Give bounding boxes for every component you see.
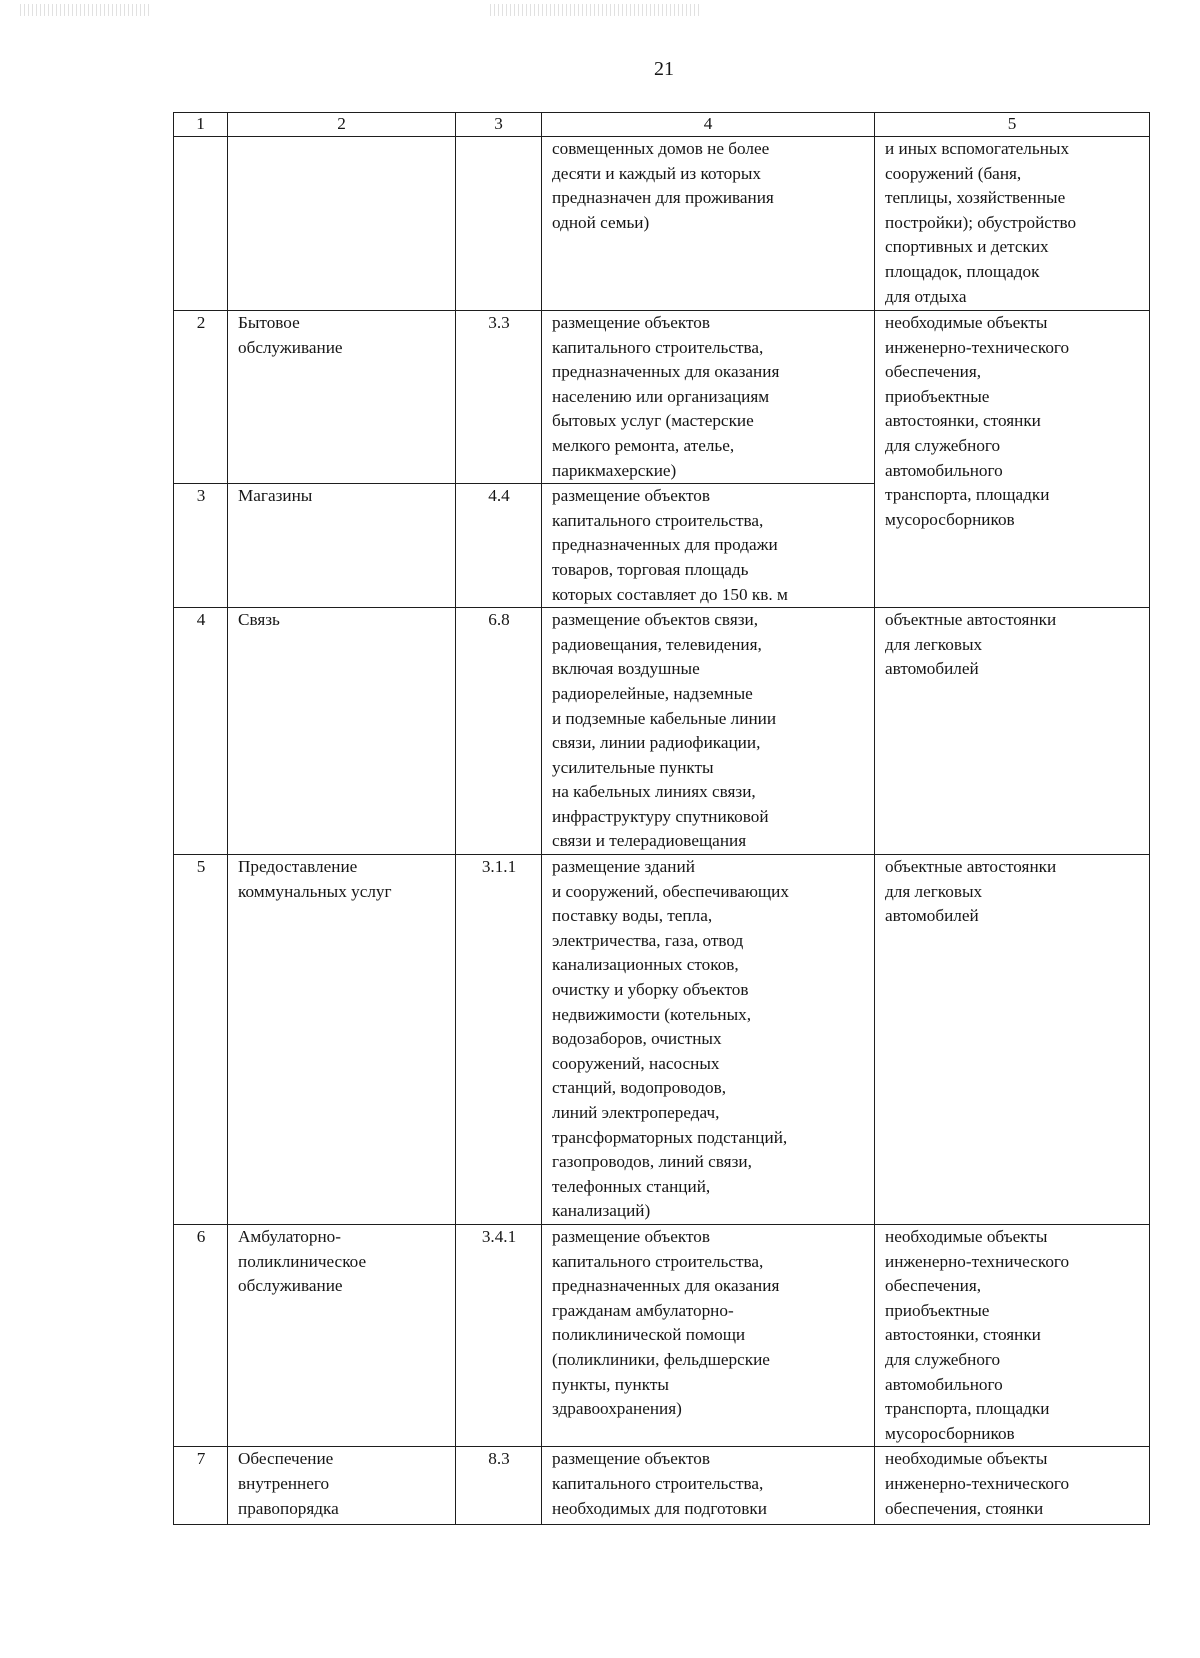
- use-code: 3.1.1: [456, 855, 542, 1225]
- land-use-table: [173, 112, 1150, 1525]
- header-col-1: 1: [174, 113, 228, 137]
- row-number: 3: [174, 484, 228, 608]
- row-number: 6: [174, 1225, 228, 1447]
- use-name: Обеспечение внутреннего правопорядка: [228, 1447, 456, 1525]
- use-description: размещение объектов капитального строительства, предназначенных для оказания населению или организациям бытовых услуг (мастерские мелкого ремонта, ателье, парикмахерские): [542, 311, 875, 484]
- use-description: размещение объектов связи, радиовещания, телевидения, включая воздушные радиорелейные, надземные и подземные кабельные линии связи, линии радиофикации, усилительные пункты на кабельных линиях связи, инфраструктуру спутниковой связи и телерадиовещания: [542, 608, 875, 855]
- use-description: размещение зданий и сооружений, обеспечивающих поставку воды, тепла, электричества, газа, отвод канализационных стоков, очистку и уборку объектов недвижимости (котельных, водозаборов, очистных сооружений, насосных станций, водопроводов, линий электропередач, трансформаторных подстанций, газопроводов, линий связи, телефонных станций, канализаций): [542, 855, 875, 1225]
- table-header-row: [174, 113, 1150, 137]
- use-name: [228, 137, 456, 311]
- use-name: Магазины: [228, 484, 456, 608]
- scan-noise-center: [490, 4, 700, 16]
- table-row: [174, 608, 1150, 855]
- row-number: 4: [174, 608, 228, 855]
- header-col-3: 3: [456, 113, 542, 137]
- scan-noise-left: [20, 4, 150, 16]
- auxiliary-uses: необходимые объекты инженерно-технического обеспечения, стоянки: [875, 1447, 1150, 1525]
- table-row: [174, 1447, 1150, 1525]
- use-description: совмещенных домов не более десяти и каждый из которых предназначен для проживания одной семьи): [542, 137, 875, 311]
- table-row: [174, 1225, 1150, 1447]
- use-description: размещение объектов капитального строительства, необходимых для подготовки: [542, 1447, 875, 1525]
- header-col-4: 4: [542, 113, 875, 137]
- row-number: 7: [174, 1447, 228, 1525]
- auxiliary-uses: необходимые объекты инженерно-технического обеспечения, приобъектные автостоянки, стоянки для служебного автомобильного транспорта, площадки мусоросборников: [875, 311, 1150, 608]
- auxiliary-uses: и иных вспомогательных сооружений (баня, теплицы, хозяйственные постройки); обустройство спортивных и детских площадок, площадок для отдыха: [875, 137, 1150, 311]
- auxiliary-uses: необходимые объекты инженерно-технического обеспечения, приобъектные автостоянки, стоянки для служебного автомобильного транспорта, площадки мусоросборников: [875, 1225, 1150, 1447]
- row-number: 2: [174, 311, 228, 484]
- use-code: 8.3: [456, 1447, 542, 1525]
- use-code: 3.4.1: [456, 1225, 542, 1447]
- use-code: 6.8: [456, 608, 542, 855]
- use-name: Бытовое обслуживание: [228, 311, 456, 484]
- use-code: 3.3: [456, 311, 542, 484]
- header-col-2: 2: [228, 113, 456, 137]
- table-row: [174, 137, 1150, 311]
- table-row: [174, 311, 1150, 484]
- use-name: Амбулаторно- поликлиническое обслуживание: [228, 1225, 456, 1447]
- use-description: размещение объектов капитального строительства, предназначенных для оказания гражданам амбулаторно- поликлинической помощи (поликлиники, фельдшерские пункты, пункты здравоохранения): [542, 1225, 875, 1447]
- use-code: [456, 137, 542, 311]
- header-col-5: 5: [875, 113, 1150, 137]
- auxiliary-uses: объектные автостоянки для легковых автомобилей: [875, 855, 1150, 1225]
- table-row: [174, 855, 1150, 1225]
- row-number: 5: [174, 855, 228, 1225]
- use-code: 4.4: [456, 484, 542, 608]
- auxiliary-uses: объектные автостоянки для легковых автомобилей: [875, 608, 1150, 855]
- row-number: [174, 137, 228, 311]
- use-name: Предоставление коммунальных услуг: [228, 855, 456, 1225]
- use-name: Связь: [228, 608, 456, 855]
- page-number: 21: [654, 58, 674, 80]
- use-description: размещение объектов капитального строительства, предназначенных для продажи товаров, торговая площадь которых составляет до 150 кв. м: [542, 484, 875, 608]
